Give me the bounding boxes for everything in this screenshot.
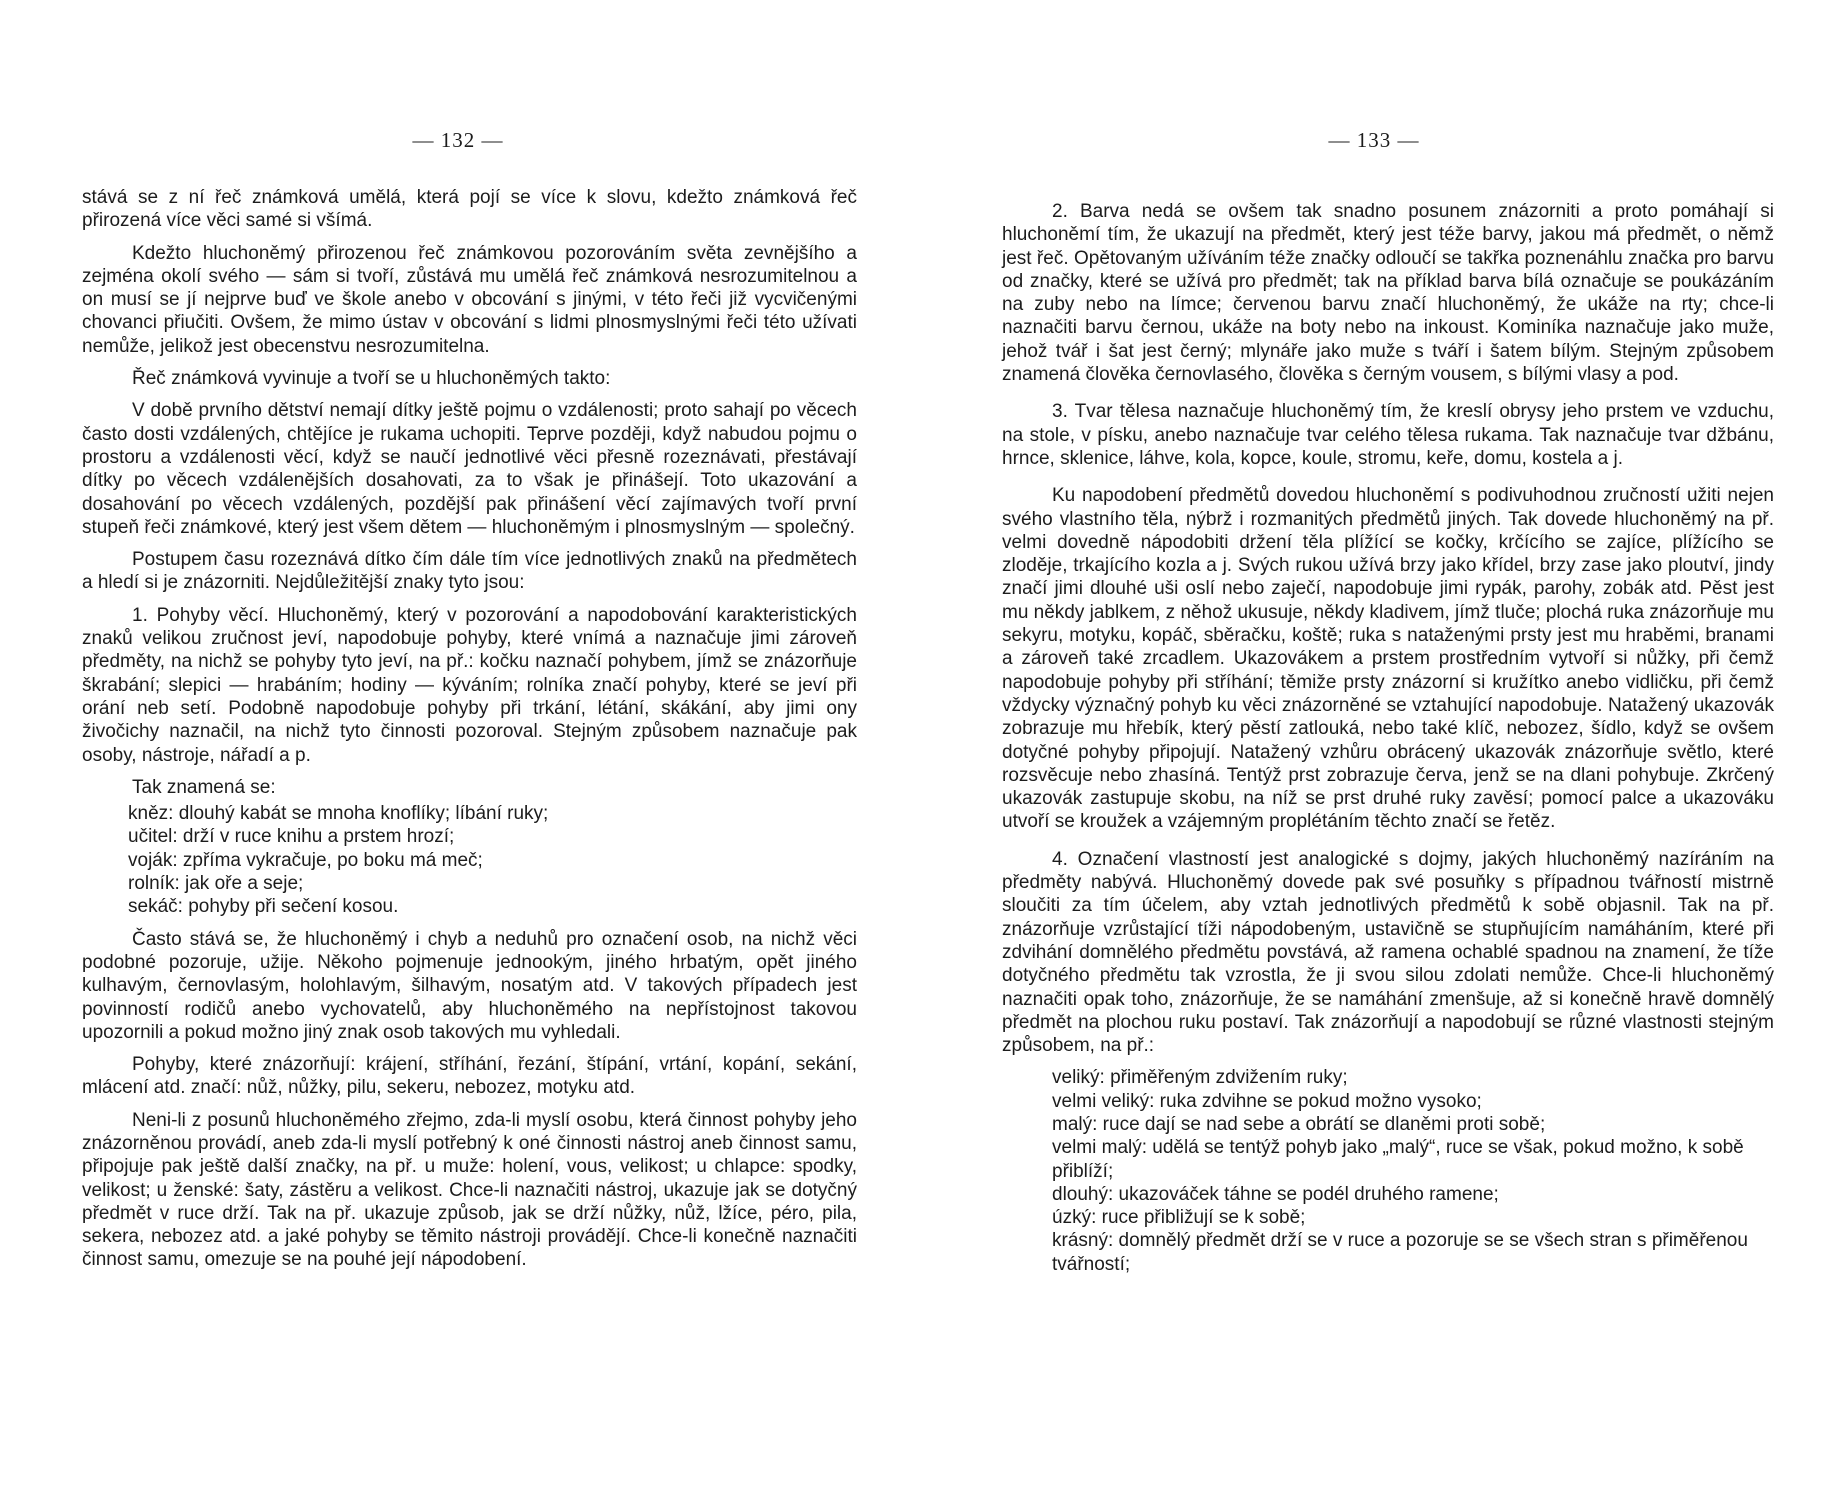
list-item: malý: ruce dají se nad sebe a obrátí se dlaněmi proti sobě;	[1052, 1113, 1546, 1135]
list-item: učitel: drží v ruce knihu a prstem hrozí;	[128, 826, 455, 848]
paragraph: 2. Barva nedá se ovšem tak snadno posunem znázorniti a proto pomáhají si hluchoněmí tím, že ukazují na předmět, který jest téže barvy, jakou má předmět, o němž jest řeč. Opětovaným užíváním téže značky odloučí se takřka poznenáhlu značka pro barvu od značky, které se užívá pro předmět; tak na příklad barva bílá označuje se poukázáním na zuby nebo na límce; červenou barvu značí hluchoněmý, že ukáže na rty; chce-li naznačiti barvu černou, ukáže na boty nebo na inkoust. Kominíka naznačuje jako muže, jehož tvář i šat jest černý; mlynáře jako muže s tváří i šatem bílým. Stejným způsobem znamená člověka černovlasého, člověka s černým vousem, s bílými vlasy a pod.	[1002, 201, 1774, 386]
properties-list	[1002, 1066, 1774, 1276]
paragraph: stává se z ní řeč známková umělá, která pojí se více k slovu, kdežto známková řeč přirozená více věci samé si všímá.	[82, 187, 857, 232]
list-item: dlouhý: ukazováček táhne se podél druhého ramene;	[1052, 1183, 1499, 1205]
right-page-text	[1002, 186, 1774, 1285]
list-item: úzký: ruce přibližují se k sobě;	[1052, 1207, 1306, 1229]
page-number: — 132 —	[412, 128, 504, 152]
list-item: sekáč: pohyby při sečení kosou.	[128, 896, 399, 918]
paragraph: V době prvního dětství nemají dítky ještě pojmu o vzdálenosti; proto sahají po věcech často dosti vzdálených, chtějíce je rukama uchopiti. Teprve později, když nabudou pojmu o prostoru a vzdálenosti věcí, když se naučí jednotlivé věci přesně rozeznávati, přestávají dítky po věcech vzdálenějších dosahovati, za to však je přinášejí. Toto ukazování a dosahování po věcech vzdálených, pozdější pak přinášení věcí zajímavých tvoří první stupeň řeči známkové, který jest všem dětem — hluchoněmým i plnosmyslným — společný.	[82, 400, 857, 538]
list-item: velmi malý: udělá se tentýž pohyb jako „malý“, ruce se však, pokud možno, k sobě přiblíží;	[1052, 1137, 1744, 1182]
right-page	[916, 0, 1832, 1500]
page-number: — 133 —	[1328, 128, 1420, 152]
paragraph: Pohyby, které znázorňují: krájení, stříhání, řezání, štípání, vrtání, kopání, sekání, mlácení atd. značí: nůž, nůžky, pilu, sekeru, nebozez, motyku atd.	[82, 1054, 857, 1099]
paragraph: Kdežto hluchoněmý přirozenou řeč známkovou pozorováním světa zevnějšího a zejména okolí svého — sám si tvoří, zůstává mu umělá řeč známková nesrozumitelnou a on musí se jí nejprve buď ve škole anebo v obcování s jinými, v této řeči již vycvičenými chovanci přiučiti. Ovšem, že mimo ústav v obcování s lidmi plnosmyslnými řeči této užívati nemůže, jelikož jest obecenstvu nesrozumitelna.	[82, 242, 857, 357]
paragraph: 1. Pohyby věcí. Hluchoněmý, který v pozorování a napodobování karakteristických znaků velikou zručnost jeví, napodobuje pohyby, které vnímá a naznačuje jimi zároveň předměty, na nichž se pohyby tyto jeví, na př.: kočku naznačí pohybem, jímž se znázorňuje škrabání; slepici — hrabáním; hodiny — kýváním; rolníka značí pohyby, které se jeví při orání neb setí. Podobně napodobuje pohyby při trkání, létání, skákání, aby jimi ony živočichy naznačil, na nichž tyto činnosti pozoroval. Stejným způsobem naznačuje pak osoby, nástroje, nářadí a p.	[82, 604, 857, 766]
paragraph: Často stává se, že hluchoněmý i chyb a neduhů pro označení osob, na nichž věci podobné pozoruje, užije. Někoho pojmenuje jednookým, jiného hrbatým, opět jiného kulhavým, černovlasým, holohlavým, šilhavým, nosatým atd. V takových případech jest povinností rodičů anebo vychovatelů, aby hluchoněmého na nepřístojnost takovou upozornili a pokud možno jiný znak osob takových mu vyhledali.	[82, 928, 857, 1043]
list-item: rolník: jak oře a seje;	[128, 873, 304, 895]
paragraph: Neni-li z posunů hluchoněmého zřejmo, zda-li myslí osobu, která činnost pohyby jeho znázorněnou provádí, aneb zda-li myslí potřebný k oné činnosti nástroj aneb činnost samu, připojuje pak ještě další značky, na př. u muže: holení, vous, velikost; u chlapce: spodky, velikost; u ženské: šaty, zástěru a velikost. Chce-li naznačiti nástroj, ukazuje jak se dotyčný předmět v ruce drží. Tak na př. ukazuje způsob, jak se drží nůžky, nůž, lžíce, péro, pila, sekera, nebozez atd. a jaké pohyby se těmito nástroji provádějí. Chce-li konečně naznačiti činnost samu, omezuje se na pouhé její nápodobení.	[82, 1109, 857, 1271]
list-item: krásný: domnělý předmět drží se v ruce a pozoruje se se všech stran s přiměřenou tvářností;	[1052, 1230, 1748, 1275]
list-item: kněz: dlouhý kabát se mnoha knoflíky; líbání ruky;	[128, 803, 549, 825]
list-lead: Tak znamená se:	[132, 776, 276, 798]
paragraph: Postupem času rozeznává dítko čím dále tím více jednotlivých znaků na předmětech a hledí si je znázorniti. Nejdůležitější znaky tyto jsou:	[82, 549, 857, 594]
list-item: voják: zpříma vykračuje, po boku má meč;	[128, 849, 483, 871]
list-item: veliký: přiměřeným zdvižením ruky;	[1052, 1067, 1348, 1089]
signs-list	[82, 802, 857, 918]
paragraph: Řeč známková vyvinuje a tvoří se u hluchoněmých takto:	[132, 368, 611, 390]
left-page-text	[82, 186, 857, 1281]
paragraph: 4. Označení vlastností jest analogické s dojmy, jakých hluchoněmý nazíráním na předměty nabývá. Hluchoněmý dovede pak své posuňky s případnou tvářností mistrně sloučiti za tím účelem, aby vztah jednotlivých předmětů k sobě objasnil. Tak na př. znázorňuje vzrůstající tíži nápodobeným, ustavičně se stupňujícím namáháním, které při zdvihání domnělého předmětu povstává, až ramena ochablé spadnou na znamení, že tíže dotyčného předmětu tak vzrostla, že ji svou silou zdolati nemůže. Chce-li hluchoněmý naznačiti opak toho, znázorňuje, že se namáhání zmenšuje, až si konečně hravě domnělý předmět na plochou ruku postaví. Tak znázorňují a napodobují se různé vlastnosti stejným způsobem, na př.:	[1002, 848, 1774, 1057]
paragraph: Ku napodobení předmětů dovedou hluchoněmí s podivuhodnou zručností užiti nejen svého vlastního těla, nýbrž i rozmanitých předmětů jiných. Tak dovede hluchoněmý na př. velmi dovedně nápodobiti držení těla plížící se kočky, krčícího se zajíce, plížícího se zloděje, trkajícího kozla a j. Svých rukou užívá brzy jako křídel, brzy zase jako ploutví, jindy značí jimi dlouhé uši oslí nebo zaječí, napodobuje jimi rypák, parohy, zobák atd. Pěst jest mu někdy jablkem, z něhož ukusuje, někdy kladivem, jímž tluče; plochá ruka znázorňuje mu sekyru, motyku, kopáč, sběračku, koště; ruka s nataženými prsty jest mu hraběmi, branami a zároveň také zrcadlem. Ukazovákem a prstem prostředním vytvoří si nůžky, při čemž napodobuje pohyby při stříhání; těmiže prsty znázorní si kružítko anebo vidličku, při čemž vždycky význačný pohyb ku věci znázorněné se vztahující napodobuje. Natažený ukazovák zobrazuje mu hřebík, který pěstí zatlouká, nebo také klíč, nebozez, šídlo, když se ovšem dotyčné pohyby připojují. Natažený vzhůru obrácený ukazovák znázorňuje světlo, které rozsvěcuje nebo zhasíná. Tentýž prst zobrazuje červa, jenž se na dlani pohybuje. Zkrčený ukazovák zastupuje skobu, na níž se prst druhé ruky zavěsí; pomocí palce a ukazováku utvoří se kroužek a vzájemným proplétáním těchto značí se řetěz.	[1002, 485, 1774, 833]
list-item: velmi veliký: ruka zdvihne se pokud možno vysoko;	[1052, 1090, 1482, 1112]
paragraph: 3. Tvar tělesa naznačuje hluchoněmý tím, že kreslí obrysy jeho prstem ve vzduchu, na stole, v písku, anebo naznačuje tvar celého tělesa rukama. Tak naznačuje tvar džbánu, hrnce, sklenice, láhve, kola, kopce, koule, stromu, keře, domu, kostela a j.	[1002, 401, 1774, 469]
